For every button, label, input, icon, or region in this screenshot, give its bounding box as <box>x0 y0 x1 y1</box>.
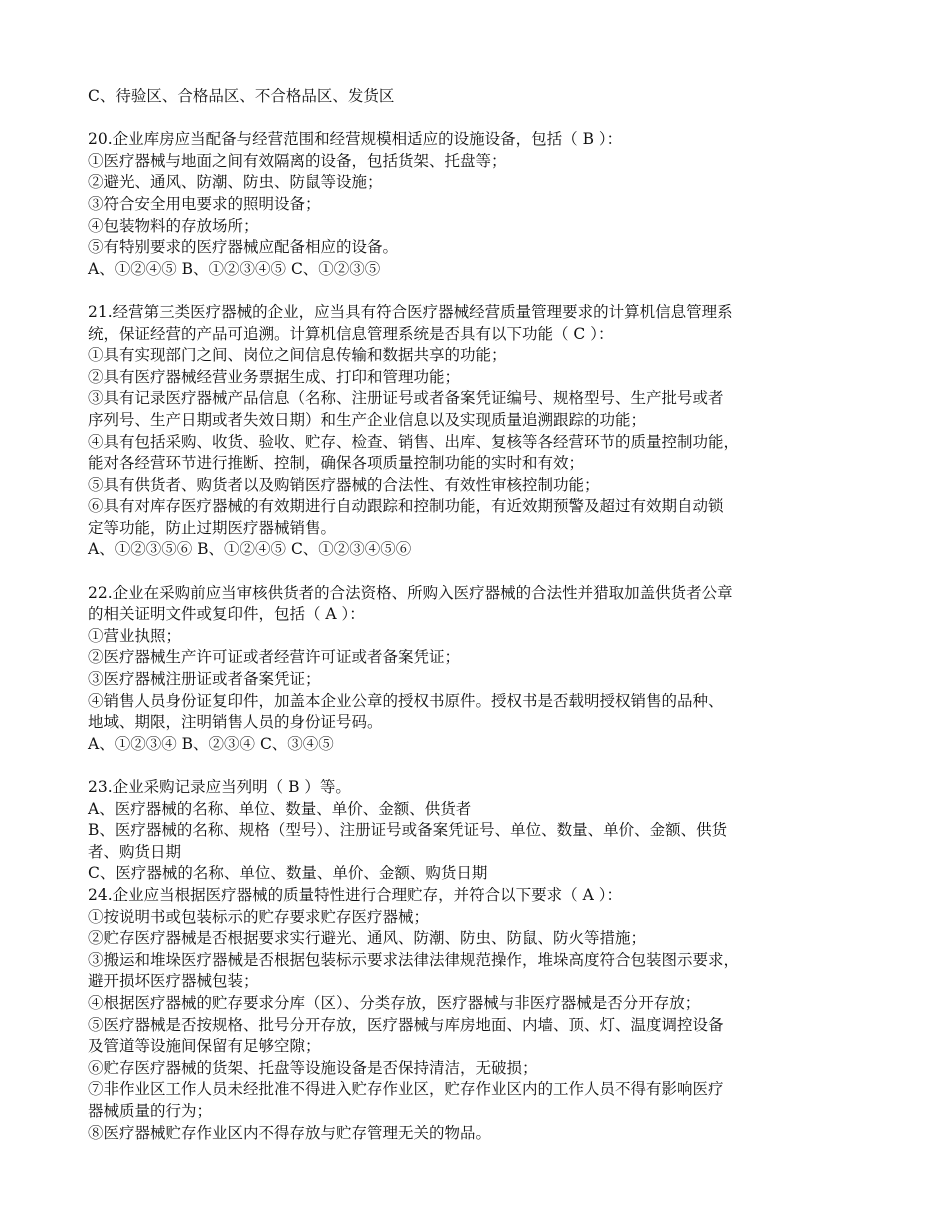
q21-stem-line: 统，保证经营的产品可追溯。计算机信息管理系统是否具有以下功能（ C ）： <box>88 324 614 343</box>
question-24 <box>88 885 878 1144</box>
q23-option-cont: 者、购货日期 <box>88 842 182 861</box>
q20-item: ⑤有特别要求的医疗器械应配备相应的设备。 <box>88 238 399 257</box>
q21-item: ⑤具有供货者、购货者以及购销医疗器械的合法性、有效性审核控制功能； <box>88 475 600 494</box>
q22-item-cont: 地域、期限，注明销售人员的身份证号码。 <box>88 713 383 732</box>
q20-item: ①医疗器械与地面之间有效隔离的设备，包括货架、托盘等； <box>88 151 507 170</box>
q23-option: C、医疗器械的名称、单位、数量、单价、金额、购货日期 <box>88 864 488 883</box>
q23-option: A、医疗器械的名称、单位、数量、单价、金额、供货者 <box>88 799 472 818</box>
spacer <box>88 280 878 302</box>
q24-item-cont: 及管道等设施间保留有足够空隙； <box>88 1037 321 1056</box>
q22-stem-line: 的相关证明文件或复印件，包括（ A ）： <box>88 605 365 624</box>
q22-item: ③医疗器械注册证或者备案凭证； <box>88 670 321 689</box>
q19-option-c: C、待验区、合格品区、不合格品区、发货区 <box>88 87 395 105</box>
document-page <box>88 86 878 1144</box>
q21-item: ①具有实现部门之间、岗位之间信息传输和数据共享的功能； <box>88 346 507 365</box>
q20-item: ②避光、通风、防潮、防虫、防鼠等设施； <box>88 173 383 192</box>
q21-item: ③具有记录医疗器械产品信息（名称、注册证号或者备案凭证编号、规格型号、生产批号或者 <box>88 389 724 408</box>
q23-stem: 23.企业采购记录应当列明（ B ）等。 <box>88 778 351 796</box>
q21-item-cont: 能对各经营环节进行推断、控制，确保各项质量控制功能的实时和有效； <box>88 454 585 473</box>
q21-options: A、①②③⑤⑥ B、①②④⑤ C、①②③④⑤⑥ <box>88 540 412 559</box>
q24-item: ④根据医疗器械的贮存要求分库（区）、分类存放，医疗器械与非医疗器械是否分开存放； <box>88 993 701 1012</box>
spacer <box>88 755 878 777</box>
q20-item: ③符合安全用电要求的照明设备； <box>88 194 321 213</box>
q21-stem-line: 21.经营第三类医疗器械的企业，应当具有符合医疗器械经营质量管理要求的计算机信息管理系 <box>88 302 733 321</box>
q21-item: ②具有医疗器械经营业务票据生成、打印和管理功能； <box>88 367 461 386</box>
q20-item: ④包装物料的存放场所； <box>88 216 259 235</box>
q21-item-cont: 序列号、生产日期或者失效日期）和生产企业信息以及实现质量追溯跟踪的功能； <box>88 410 647 429</box>
q24-item: ⑦非作业区工作人员未经批准不得进入贮存作业区，贮存作业区内的工作人员不得有影响医疗 <box>88 1080 724 1099</box>
q22-stem-line: 22.企业在采购前应当审核供货者的合法资格、所购入医疗器械的合法性并猎取加盖供货者公章 <box>88 583 733 602</box>
q23-option: B、医疗器械的名称、规格（型号）、注册证号或备案凭证号、单位、数量、单价、金额、供货 <box>88 821 728 840</box>
q24-item: ①按说明书或包装标示的贮存要求贮存医疗器械； <box>88 907 430 926</box>
q24-item: ②贮存医疗器械是否根据要求实行避光、通风、防潮、防虫、防鼠、防火等措施； <box>88 929 647 948</box>
q22-item: ④销售人员身份证复印件，加盖本企业公章的授权书原件。授权书是否载明授权销售的品种、 <box>88 691 724 710</box>
q24-stem: 24.企业应当根据医疗器械的质量特性进行合理贮存，并符合以下要求（ A ）： <box>88 885 622 904</box>
q24-item-cont: 避开损坏医疗器械包装； <box>88 972 259 991</box>
question-22 <box>88 583 878 756</box>
q21-item: ⑥具有对库存医疗器械的有效期进行自动跟踪和控制功能，有近效期预警及超过有效期自动锁 <box>88 497 724 516</box>
q20-stem: 20.企业库房应当配备与经营范围和经营规模相适应的设施设备，包括（ B ）： <box>88 130 623 149</box>
q20-options: A、①②④⑤ B、①②③④⑤ C、①②③⑤ <box>88 259 381 278</box>
q22-options: A、①②③④ B、②③④ C、③④⑤ <box>88 734 334 753</box>
question-23 <box>88 777 878 885</box>
question-21 <box>88 302 878 561</box>
q21-item-cont: 定等功能，防止过期医疗器械销售。 <box>88 518 337 537</box>
q24-item: ⑤医疗器械是否按规格、批号分开存放，医疗器械与库房地面、内墙、顶、灯、温度调控设备 <box>88 1015 724 1034</box>
q24-item: ③搬运和堆垛医疗器械是否根据包装标示要求法律法律规范操作，堆垛高度符合包装图示要求， <box>88 950 740 969</box>
q24-item: ⑥贮存医疗器械的货架、托盘等设施设备是否保持清洁，无破损； <box>88 1058 538 1077</box>
question-20 <box>88 129 878 280</box>
q22-item: ②医疗器械生产许可证或者经营许可证或者备案凭证； <box>88 648 461 667</box>
q24-item: ⑧医疗器械贮存作业区内不得存放与贮存管理无关的物品。 <box>88 1123 492 1142</box>
spacer <box>88 561 878 583</box>
q21-item: ④具有包括采购、收货、验收、贮存、检查、销售、出库、复核等各经营环节的质量控制功能， <box>88 432 740 451</box>
q24-item-cont: 器械质量的行为； <box>88 1101 213 1120</box>
q22-item: ①营业执照； <box>88 626 182 645</box>
spacer <box>88 108 878 130</box>
